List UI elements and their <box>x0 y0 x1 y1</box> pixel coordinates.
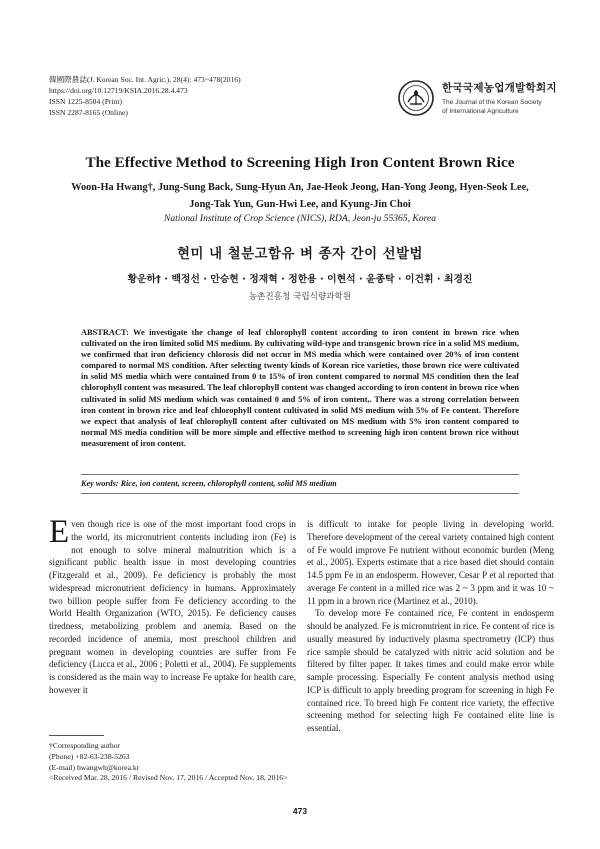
page-number: 473 <box>292 806 308 816</box>
organization-name-ko: 한국국제농업개발학회지 <box>442 82 557 94</box>
drop-cap: E <box>49 514 70 550</box>
abstract: ABSTRACT: We investigate the change of leaf chlorophyll content according to iron content in brown rice when cultivated on the iron limited solid MS medium. By cultivating wild-type and transgenic brown rice in a solid MS medium, we confirmed that iron deficiency chlorosis did not occur in MS media which were contained over 20% of iron content compared to normal MS condition. After selecting twenty kinds of Korean rice varieties, those brown rice were cultivated in solid MS media which were contained from 0 to 15% of iron content compared to normal MS condition then the leaf chlorophyll content was measured. The leaf chlorophyll content was changed according to iron content in brown rice when cultivated in solid MS medium which was contained 0 and 5% of iron content,. There was a strong correlation between iron content in brown rice and leaf chlorophyll content cultivated in solid MS medium with 5% of Fe content. Therefore we expect that analysis of leaf chlorophyll content after cultivated on MS medium with 5% iron content compared to normal MS media condition will be more simple and effective method to screening high iron content brown rice without measurement of iron content. <box>81 328 519 448</box>
email[interactable]: (E-mail) hwangwh@korea.kr <box>49 762 140 772</box>
issn-online: ISSN 2287-8165 (Online) <box>49 108 128 117</box>
body-column-right <box>307 518 554 735</box>
footnote <box>49 741 304 784</box>
body-paragraph: is difficult to intake for people living in developing world. Therefore development of the cereal variety contained high content of Fe would improve Fe nutrient without economic burden (Meng et al., 2005). Experts estimate that a rice based diet should contain 14.5 ppm Fe in an endosperm. However, Cesar P et al reported that average Fe content in a milled rice was 2 ~ 3 ppm and it was 10 ~ 11 ppm in a brown rice (Martinez et al., 2010). <box>307 519 554 606</box>
corresponding-author: †Corresponding author <box>49 741 121 750</box>
doi-link[interactable]: https://doi.org/10.12719/KSIA.2016.28.4.473 <box>49 86 188 95</box>
journal-header <box>49 74 241 118</box>
journal-reference: 韓國際農誌(J. Korean Soc. Int. Agric.), 28(4): 473~478(2016) <box>49 75 241 84</box>
keywords: Key words: Rice, ion content, screen, chlorophyll content, solid MS medium <box>81 479 337 488</box>
organization-name-en: The Journal of the Korean Society of International Agriculture <box>442 99 542 115</box>
author-list-ko: 황운하† · 백정선 · 안승현 · 정재혁 · 정한용 · 이현석 · 윤종탁 · 이건휘 · 최경진 <box>127 274 473 285</box>
intro-text: ven though rice is one of the most important food crops in the world, its micronutrient contents including iron (Fe) is not enough to solve mineral malnutrition which is a significant public health issue in most developing countries (Fitzgerald et al., 2009). Fe deficiency is probably the most widespread micronutrient deficiency in humans. Approximately two billion people suffer from Fe deficiency according to the World Health Organization (WTO, 2015). Fe deficiency causes tiredness, metabolizing problem and anemia. Based on the recorded incidence of anemia, most preschool children and pregnant women in developing countries are suffer from Fe deficiency (Lucca et al., 2006 ; Poletti et al., 2004). Fe supplements is considered as the main way to increase Fe uptake for health care, however it <box>49 519 296 695</box>
affiliation: National Institute of Crop Science (NICS), RDA, Jeon-ju 55365, Korea <box>163 213 437 224</box>
phone: (Phone) +82-63-238-5263 <box>49 751 130 761</box>
society-logo-icon <box>398 80 434 116</box>
issn-print: ISSN 1225-8504 (Print) <box>49 97 122 106</box>
authors-line-2: Jong-Tak Yun, Gun-Hwi Lee, and Kyung-Jin Choi <box>189 199 411 210</box>
received-dates: <Received Mar. 28, 2016 / Revised Nov. 17, 2016 / Accepted Nov. 18, 2016> <box>49 773 288 783</box>
organization-block <box>442 80 562 116</box>
paper-title: The Effective Method to Screening High Iron Content Brown Rice <box>85 154 515 171</box>
author-list <box>60 179 540 213</box>
keywords-top-divider <box>81 474 519 475</box>
intro-paragraph <box>49 514 296 697</box>
paper-title-ko: 현미 내 철분고함유 벼 종자 간이 선발법 <box>177 247 423 262</box>
authors-line-1: Woon-Ha Hwang†, Jung-Sung Back, Sung-Hyun An, Jae-Heok Jeong, Han-Yong Jeong, Hyen-Seok Lee, <box>71 182 529 193</box>
keywords-bottom-divider <box>81 493 519 494</box>
body-paragraph: To develop more Fe contained rice, Fe content in endosperm should be analyzed. Fe is micronutrient in rice. Fe content of rice is usually measured by inductively plasma spectrometry (ICP) thus rice sample should be catalyzed with nitric acid solution and be filtered by filter paper. It takes times and could make error while sample processing. Especially Fe content analysis method using ICP is difficult to apply breeding program for screening in high Fe contained rice. To breed high Fe content rice variety, the effective screening method for selecting high Fe contained elite line is essential. <box>307 608 554 733</box>
footnote-divider <box>49 735 104 736</box>
body-column-left <box>49 514 296 697</box>
affiliation-ko: 농촌진흥청 국립식량과학원 <box>248 292 352 302</box>
